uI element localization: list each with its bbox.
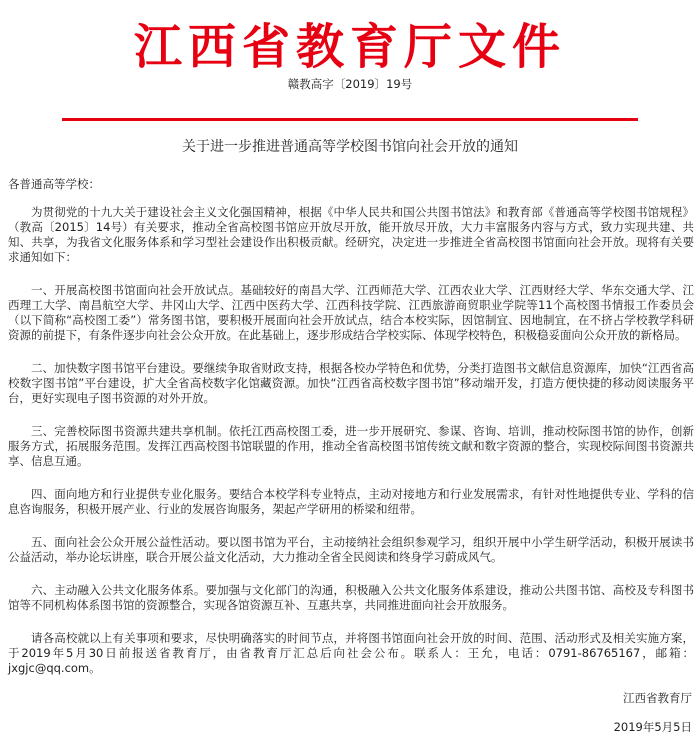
paragraph-item-5: 五、面向社会公众开展公益性活动。要以图书馆为平台，主动接纳社会组织参观学习，组织开展中小学生研学活动，积极开展读书公益活动，举办论坛讲座，联合开展公益文化活动，大力推动全省全民阅读和终身学习蔚成风气。 [8,535,694,564]
issuer-signature: 江西省教育厅 [623,691,692,705]
paragraph-item-1: 一、开展高校图书馆面向社会开放试点。基础较好的南昌大学、江西师范大学、江西农业大学、江西财经大学、华东交通大学、江西理工大学、南昌航空大学、井冈山大学、江西中医药大学、江西科技学院、江西旅游商贸职业学院等11个高校图书情报工作委员会（以下简称“高校图工委”）常务图书馆，要积极开展面向社会开放试点，结合本校实际，因馆制宜、因地制宜，在不挤占学校教学科研资源的前提下，有条件逐步向社会公众开放。在此基础上，逐步形成结合学校实际、体现学校特色，积极稳妥面向公众开放的新格局。 [8,283,694,342]
red-divider [62,118,638,121]
document-masthead: 江西省教育厅文件 [133,19,566,75]
paragraph-intro: 为贯彻党的十九大关于建设社会主义文化强国精神，根据《中华人民共和国公共图书馆法》和教育部《普通高等学校图书馆规程》（教高〔2015〕14号）有关要求，推动全省高校图书馆应开放尽开放，能开放尽开放，大力丰富服务内容与方式，致力实现共建、共知、共享，为我省文化服务体系和学习型社会建设作出积极贡献。经研究，决定进一步推进全省高校图书馆面向社会开放。现将有关要求通知如下： [8,205,694,264]
document-number: 赣教高字〔2019〕19号 [287,77,413,91]
document-subject: 关于进一步推进普通高等学校图书馆向社会开放的通知 [182,139,518,155]
paragraph-item-4: 四、面向地方和行业提供专业化服务。要结合本校学科专业特点，主动对接地方和行业发展需求，有针对性地提供专业、学科的信息咨询服务，积极开展产业、行业的发展咨询服务，架起产学研用的桥梁和纽带。 [8,487,694,516]
paragraph-item-3: 三、完善校际图书资源共建共享机制。依托江西高校图工委，进一步开展研究、参谋、咨询、培训，推动校际图书馆的协作，创新服务方式，拓展服务范围。发挥江西高校图书馆联盟的作用，推动全省高校图书馆传统文献和数字资源的整合，实现校际间图书资源共享、信息互通。 [8,424,694,468]
document-body [8,205,694,676]
addressee: 各普通高等学校： [8,177,100,191]
paragraph-item-2: 二、加快数字图书馆平台建设。要继续争取省财政支持，根据各校办学特色和优势，分类打造图书文献信息资源库，加快“江西省高校数字图书馆”平台建设，扩大全省高校数字化馆藏资源。加快“江西省高校数字图书馆”移动端开发，打造方便快捷的移动阅读服务平台，更好实现电子图书资源的对外开放。 [8,361,694,405]
paragraph-item-6: 六、主动融入公共文化服务体系。要加强与文化部门的沟通，积极融入公共文化服务体系建设，推动公共图书馆、高校及专科图书馆等不同机构体系图书馆的资源整合，实现各馆资源互补、互惠共享，共同推进面向社会开放服务。 [8,583,694,612]
issue-date: 2019年5月5日 [613,720,692,734]
paragraph-closing: 请各高校就以上有关事项和要求，尽快明确落实的时间节点，并将图书馆面向社会开放的时间、范围、活动形式及相关实施方案，于2019年5月30日前报送省教育厅，由省教育厅汇总后向社会公布。联系人：王允，电话：0791-86765167，邮箱：jxgjc@qq.com。 [8,631,694,675]
